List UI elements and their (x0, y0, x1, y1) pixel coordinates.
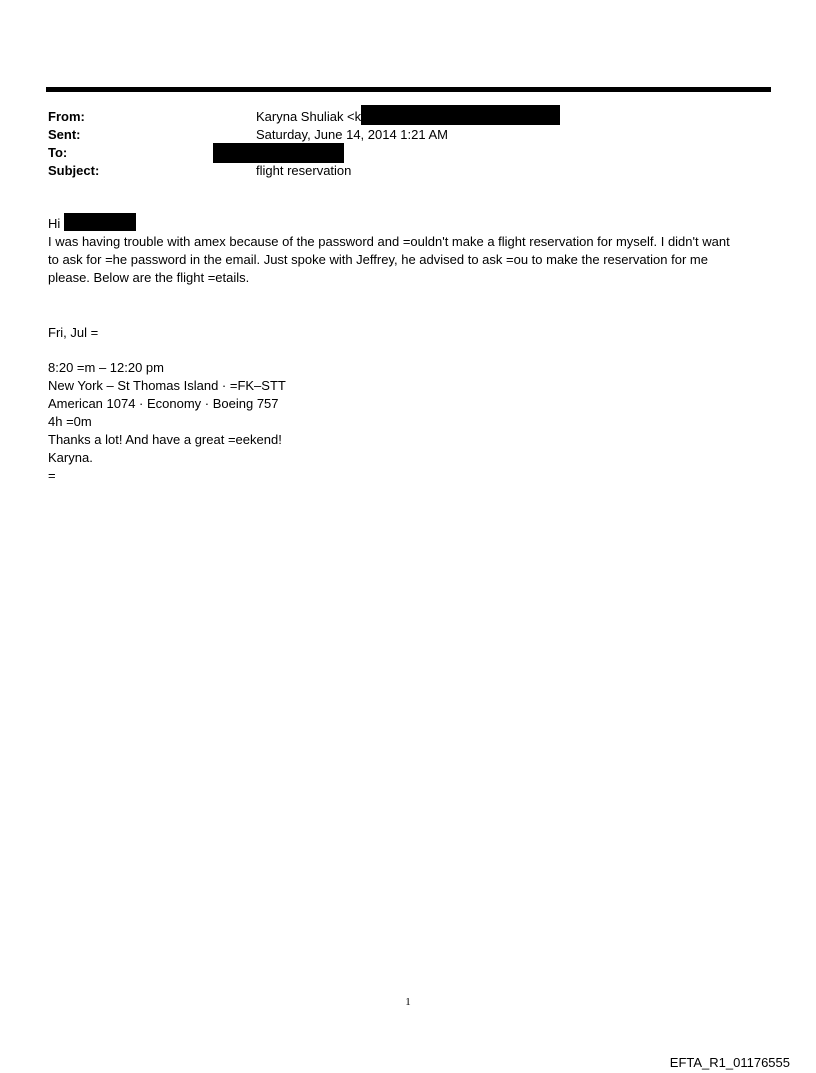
from-label: From: (48, 109, 85, 124)
greeting: Hi (48, 216, 61, 231)
body-paragraph-line: to ask for =he password in the email. Just spoke with Jeffrey, he advised to ask =ou to make the reservation for me (48, 252, 708, 267)
flight-time: 8:20 =m – 12:20 pm (48, 360, 164, 375)
from-value: Karyna Shuliak <k (256, 109, 362, 124)
header-divider (46, 87, 771, 92)
trailing-character: = (48, 468, 56, 483)
page-number: 1 (405, 996, 411, 1008)
flight-date: Fri, Jul = (48, 325, 99, 340)
document-id: EFTA_R1_01176555 (669, 1055, 790, 1070)
redaction-from-email (361, 105, 560, 125)
flight-duration: 4h =0m (48, 414, 92, 429)
sent-value: Saturday, June 14, 2014 1:21 AM (256, 127, 449, 142)
redaction-to-recipient (213, 143, 344, 163)
signature: Karyna. (48, 450, 93, 465)
subject-label: Subject: (48, 163, 100, 178)
body-paragraph-line: I was having trouble with amex because of the password and =ouldn't make a flight reservation for myself. I didn't want (48, 234, 730, 249)
subject-value: flight reservation (256, 163, 352, 178)
flight-route: New York – St Thomas Island · =FK–STT (48, 378, 286, 393)
redaction-greeting-name (64, 213, 136, 231)
to-label: To: (48, 145, 68, 160)
flight-details: American 1074 · Economy · Boeing 757 (48, 396, 279, 411)
body-paragraph-line: please. Below are the flight =etails. (48, 270, 250, 285)
sent-label: Sent: (48, 127, 81, 142)
closing-line: Thanks a lot! And have a great =eekend! (48, 432, 282, 447)
